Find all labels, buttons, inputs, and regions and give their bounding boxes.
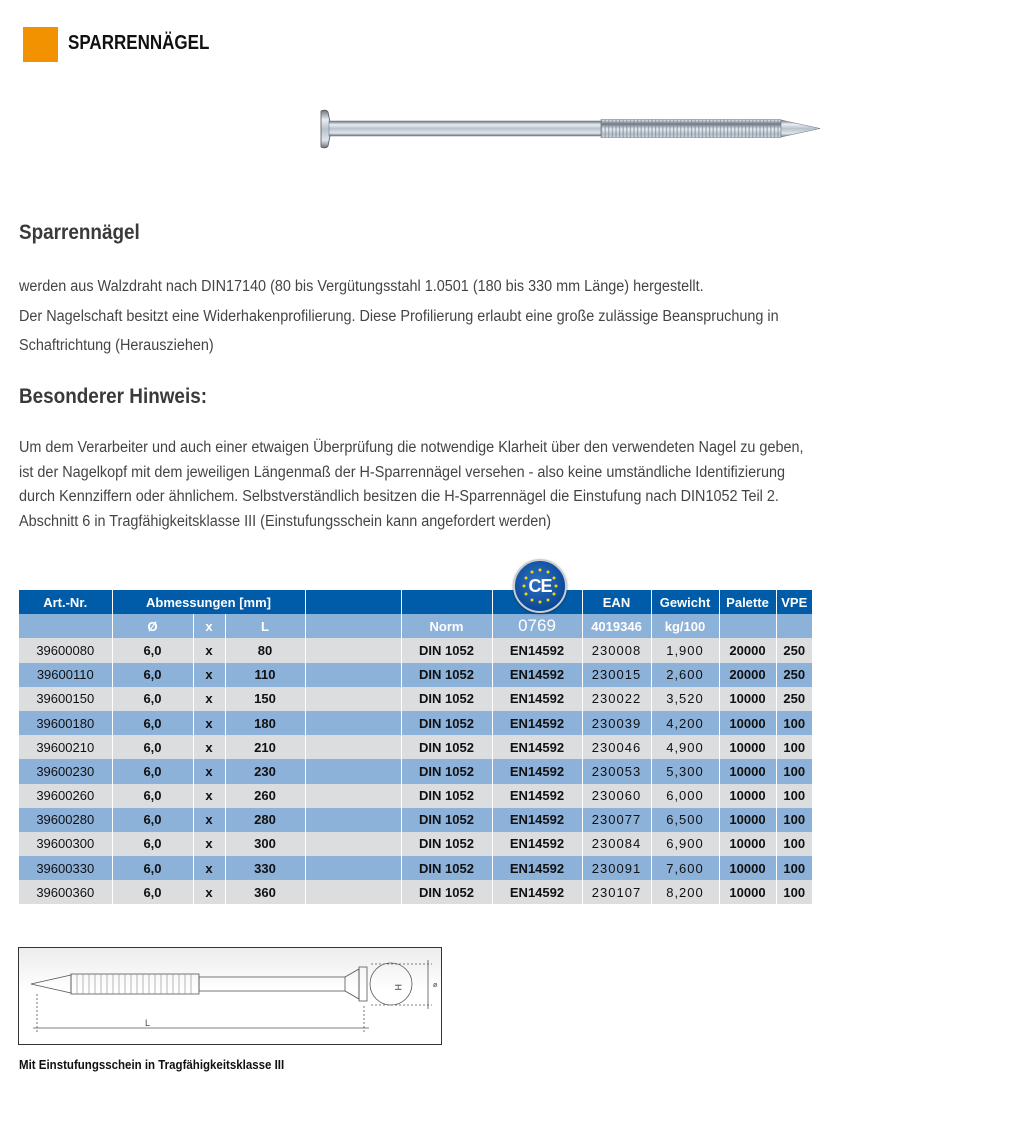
cell-en: EN14592 — [492, 663, 582, 687]
nail-dimension-drawing — [19, 948, 441, 1044]
cell-en: EN14592 — [492, 759, 582, 783]
cell-palette: 10000 — [719, 711, 776, 735]
table-row — [19, 638, 812, 662]
subheader-cell — [305, 614, 401, 638]
cell-x: x — [193, 759, 225, 783]
cell-blank — [305, 856, 401, 880]
cell-palette: 10000 — [719, 856, 776, 880]
cell-vpe: 100 — [776, 759, 812, 783]
description-paragraph — [19, 272, 779, 361]
cell-diameter: 6,0 — [112, 759, 193, 783]
cell-x: x — [193, 687, 225, 711]
cell-blank — [305, 687, 401, 711]
subheader-cell — [719, 614, 776, 638]
table-row — [19, 856, 812, 880]
cell-length: 180 — [225, 711, 305, 735]
subheader-cell — [776, 614, 812, 638]
cell-palette: 10000 — [719, 808, 776, 832]
cell-length: 360 — [225, 880, 305, 904]
cell-x: x — [193, 711, 225, 735]
drawing-caption: Mit Einstufungsschein in Tragfähigkeitsklasse III — [19, 1058, 285, 1072]
cell-artnr: 39600300 — [19, 832, 112, 856]
col-header-artnr: Art.-Nr. — [19, 590, 112, 614]
table-row — [19, 832, 812, 856]
diameter-label: ø — [433, 982, 438, 989]
cell-x: x — [193, 663, 225, 687]
col-header-blank — [305, 590, 401, 614]
cell-artnr: 39600110 — [19, 663, 112, 687]
cell-ean: 230084 — [582, 832, 651, 856]
cell-x: x — [193, 832, 225, 856]
cell-norm: DIN 1052 — [401, 832, 492, 856]
description-line: werden aus Walzdraht nach DIN17140 (80 bis Vergütungsstahl 1.0501 (180 bis 330 mm Länge) hergestellt. — [19, 278, 704, 295]
col-header-blank — [401, 590, 492, 614]
cell-blank — [305, 663, 401, 687]
page-title: SPARRENNÄGEL — [68, 32, 210, 54]
table-row — [19, 687, 812, 711]
cell-ean: 230107 — [582, 880, 651, 904]
cell-artnr: 39600330 — [19, 856, 112, 880]
cell-x: x — [193, 638, 225, 662]
cell-vpe: 250 — [776, 638, 812, 662]
cell-ean: 230015 — [582, 663, 651, 687]
cell-artnr: 39600210 — [19, 735, 112, 759]
cell-vpe: 100 — [776, 856, 812, 880]
subheader-x: x — [193, 614, 225, 638]
cell-diameter: 6,0 — [112, 711, 193, 735]
nail-technical-drawing — [18, 947, 442, 1045]
cell-norm: DIN 1052 — [401, 663, 492, 687]
cell-en: EN14592 — [492, 808, 582, 832]
table-row — [19, 880, 812, 904]
cell-artnr: 39600280 — [19, 808, 112, 832]
cell-weight: 4,200 — [651, 711, 719, 735]
cell-length: 150 — [225, 687, 305, 711]
cell-norm: DIN 1052 — [401, 880, 492, 904]
cell-en: EN14592 — [492, 856, 582, 880]
cell-blank — [305, 808, 401, 832]
table-row — [19, 808, 812, 832]
cell-vpe: 100 — [776, 784, 812, 808]
cell-blank — [305, 711, 401, 735]
cell-ean: 230022 — [582, 687, 651, 711]
cell-palette: 10000 — [719, 735, 776, 759]
cell-vpe: 100 — [776, 808, 812, 832]
cell-ean: 230060 — [582, 784, 651, 808]
cell-en: EN14592 — [492, 784, 582, 808]
cell-ean: 230008 — [582, 638, 651, 662]
cell-palette: 10000 — [719, 784, 776, 808]
ce-label: CE — [528, 576, 552, 596]
cell-length: 230 — [225, 759, 305, 783]
cell-diameter: 6,0 — [112, 808, 193, 832]
cell-weight: 6,900 — [651, 832, 719, 856]
cell-x: x — [193, 735, 225, 759]
cell-length: 210 — [225, 735, 305, 759]
section-marker-icon — [23, 27, 58, 62]
cell-blank — [305, 832, 401, 856]
table-subheader-row — [19, 614, 812, 638]
cell-en: EN14592 — [492, 638, 582, 662]
cell-artnr: 39600260 — [19, 784, 112, 808]
cell-artnr: 39600360 — [19, 880, 112, 904]
cell-diameter: 6,0 — [112, 784, 193, 808]
cell-palette: 10000 — [719, 880, 776, 904]
cell-x: x — [193, 808, 225, 832]
cell-vpe: 100 — [776, 832, 812, 856]
cell-weight: 7,600 — [651, 856, 719, 880]
cell-blank — [305, 759, 401, 783]
subheader-kg: kg/100 — [651, 614, 719, 638]
cell-artnr: 39600230 — [19, 759, 112, 783]
hinweis-paragraph — [19, 436, 804, 534]
description-line: Der Nagelschaft besitzt eine Widerhakenprofilierung. Diese Profilierung erlaubt eine große zulässige Beanspruchung in — [19, 307, 779, 325]
cell-norm: DIN 1052 — [401, 856, 492, 880]
subheader-cell — [19, 614, 112, 638]
section-heading-hinweis: Besonderer Hinweis: — [19, 385, 208, 408]
cell-norm: DIN 1052 — [401, 687, 492, 711]
cell-weight: 8,200 — [651, 880, 719, 904]
table-row — [19, 759, 812, 783]
hinweis-line: Um dem Verarbeiter und auch einer etwaigen Überprüfung die notwendige Klarheit über den verwendeten Nagel zu geben, — [19, 439, 804, 456]
cell-x: x — [193, 880, 225, 904]
cell-vpe: 100 — [776, 880, 812, 904]
cell-diameter: 6,0 — [112, 880, 193, 904]
product-spec-table — [19, 590, 812, 904]
cell-diameter: 6,0 — [112, 735, 193, 759]
cell-palette: 10000 — [719, 687, 776, 711]
subheader-diameter: Ø — [112, 614, 193, 638]
cell-diameter: 6,0 — [112, 856, 193, 880]
cell-vpe: 250 — [776, 663, 812, 687]
col-header-vpe: VPE — [776, 590, 812, 614]
col-header-gewicht: Gewicht — [651, 590, 719, 614]
table-row — [19, 735, 812, 759]
cell-palette: 20000 — [719, 638, 776, 662]
cell-artnr: 39600080 — [19, 638, 112, 662]
cell-artnr: 39600180 — [19, 711, 112, 735]
cell-en: EN14592 — [492, 832, 582, 856]
description-line: Schaftrichtung (Herausziehen) — [19, 337, 214, 354]
cell-vpe: 100 — [776, 711, 812, 735]
col-header-palette: Palette — [719, 590, 776, 614]
cell-x: x — [193, 856, 225, 880]
cell-blank — [305, 735, 401, 759]
section-heading-sparrennaegel: Sparrennägel — [19, 221, 140, 244]
cell-norm: DIN 1052 — [401, 808, 492, 832]
cell-blank — [305, 638, 401, 662]
cell-weight: 2,600 — [651, 663, 719, 687]
cell-length: 260 — [225, 784, 305, 808]
cell-diameter: 6,0 — [112, 832, 193, 856]
cell-palette: 10000 — [719, 759, 776, 783]
nail-product-image — [318, 104, 824, 154]
cell-diameter: 6,0 — [112, 638, 193, 662]
cell-weight: 3,520 — [651, 687, 719, 711]
cell-palette: 20000 — [719, 663, 776, 687]
cell-length: 110 — [225, 663, 305, 687]
hinweis-line: Abschnitt 6 in Tragfähigkeitsklasse III (Einstufungsschein kann angefordert werden) — [19, 512, 552, 530]
subheader-ean-prefix: 4019346 — [582, 614, 651, 638]
subheader-norm: Norm — [401, 614, 492, 638]
table-header-row — [19, 590, 812, 614]
cell-norm: DIN 1052 — [401, 735, 492, 759]
cell-ean: 230077 — [582, 808, 651, 832]
cell-weight: 6,000 — [651, 784, 719, 808]
cell-artnr: 39600150 — [19, 687, 112, 711]
cell-en: EN14592 — [492, 880, 582, 904]
cell-x: x — [193, 784, 225, 808]
cell-en: EN14592 — [492, 735, 582, 759]
subheader-length: L — [225, 614, 305, 638]
cell-blank — [305, 784, 401, 808]
cell-ean: 230046 — [582, 735, 651, 759]
cell-norm: DIN 1052 — [401, 711, 492, 735]
cell-length: 330 — [225, 856, 305, 880]
cell-diameter: 6,0 — [112, 687, 193, 711]
cell-palette: 10000 — [719, 832, 776, 856]
cell-en: EN14592 — [492, 711, 582, 735]
table-row — [19, 784, 812, 808]
table-row — [19, 663, 812, 687]
cell-diameter: 6,0 — [112, 663, 193, 687]
hinweis-line: durch Kennziffern oder ähnlichem. Selbstverständlich besitzen die H-Sparrennägel die Einstufung nach DIN1052 Teil 2. — [19, 488, 779, 505]
subheader-ce-number: 0769 — [492, 614, 582, 638]
hinweis-line: ist der Nagelkopf mit dem jeweiligen Längenmaß der H-Sparrennägel versehen - also keine umständliche Identifizierung — [19, 463, 786, 481]
col-header-ean: EAN — [582, 590, 651, 614]
ce-mark-icon — [513, 559, 567, 613]
cell-en: EN14592 — [492, 687, 582, 711]
cell-ean: 230091 — [582, 856, 651, 880]
col-header-abmessungen: Abmessungen [mm] — [112, 590, 305, 614]
cell-ean: 230053 — [582, 759, 651, 783]
table-row — [19, 711, 812, 735]
cell-vpe: 250 — [776, 687, 812, 711]
cell-weight: 1,900 — [651, 638, 719, 662]
cell-vpe: 100 — [776, 735, 812, 759]
cell-weight: 6,500 — [651, 808, 719, 832]
cell-length: 80 — [225, 638, 305, 662]
length-label: L — [145, 1018, 151, 1028]
cell-length: 300 — [225, 832, 305, 856]
cell-ean: 230039 — [582, 711, 651, 735]
cell-norm: DIN 1052 — [401, 759, 492, 783]
head-label: H — [393, 984, 403, 991]
cell-norm: DIN 1052 — [401, 784, 492, 808]
cell-weight: 4,900 — [651, 735, 719, 759]
cell-blank — [305, 880, 401, 904]
cell-norm: DIN 1052 — [401, 638, 492, 662]
cell-length: 280 — [225, 808, 305, 832]
cell-weight: 5,300 — [651, 759, 719, 783]
